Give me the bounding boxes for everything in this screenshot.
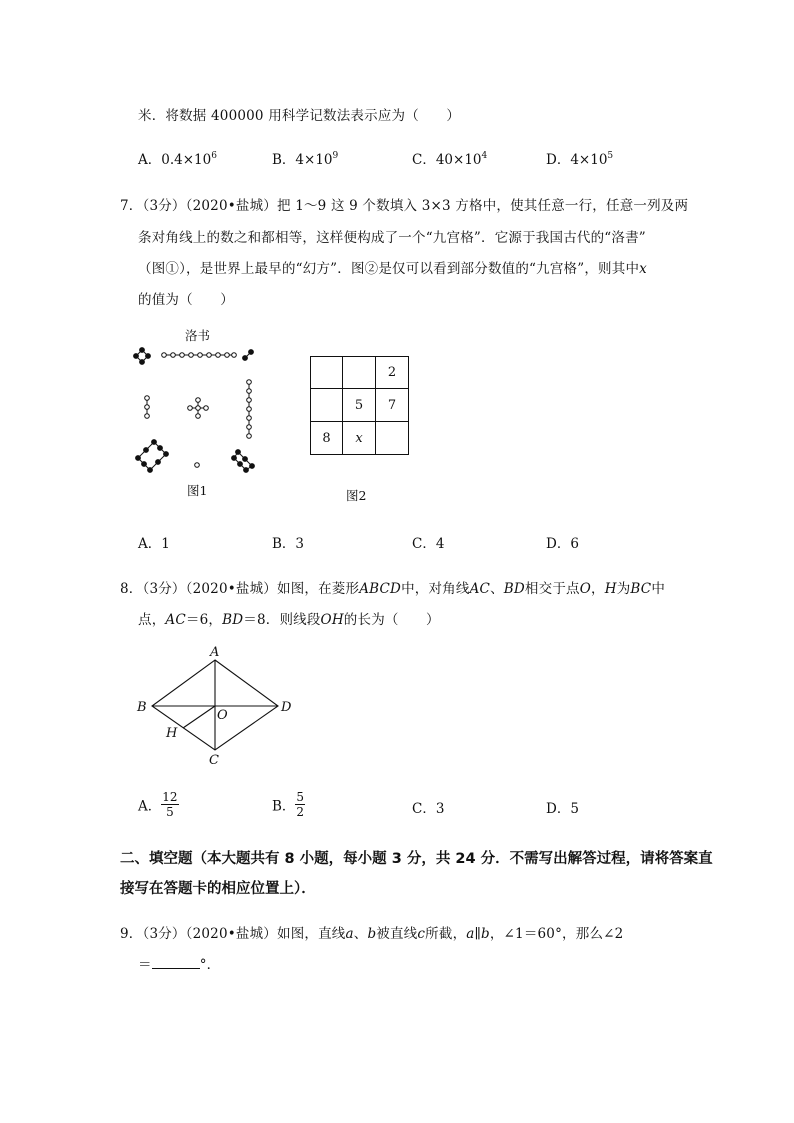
q7-line-1: 7．（3分）（2020•盐城）把 1～9 这 9 个数填入 3×3 方格中，使其任意一行，任意一列及两 <box>120 198 689 214</box>
fig2-caption: 图2 <box>346 488 367 503</box>
q6-option-b: B．$4\times 10^9$ <box>272 151 339 168</box>
answer-blank[interactable] <box>152 956 200 969</box>
grid-cell: 8 <box>310 422 343 455</box>
q8-line-2: 点，AC＝6，BD＝8．则线段OH的长为（ ） <box>138 612 440 628</box>
q7-option-c: C．4 <box>412 536 445 552</box>
grid-cell <box>376 422 409 455</box>
q7-line-4: 的值为（ ） <box>138 292 234 308</box>
luoshu-title: 洛书 <box>185 328 211 343</box>
q8-line-1: 8．（3分）（2020•盐城）如图，在菱形ABCD中，对角线AC、BD相交于点O，H为BC中 <box>120 581 666 597</box>
q8-option-a: A． $\frac{12}{5}$ <box>138 790 178 819</box>
magic-square-grid <box>310 356 409 455</box>
label-a: A <box>210 645 220 660</box>
grid-cell <box>310 356 343 389</box>
luoshu-bottom-center <box>195 463 200 468</box>
grid-cell: 7 <box>376 389 409 422</box>
grid-cell: 5 <box>343 389 376 422</box>
grid-cell: 2 <box>376 356 409 389</box>
q6-option-d: D．$4\times 10^5$ <box>546 151 614 168</box>
luoshu-top-right <box>243 350 254 361</box>
fig1-caption: 图1 <box>187 483 208 498</box>
q9-line-2: ＝ °． <box>138 957 221 973</box>
segment-oh <box>183 706 215 728</box>
q6-option-c: C．$40\times 10^4$ <box>412 151 488 168</box>
q6-stem: 米．将数据 400000 用科学记数法表示应为（ ） <box>138 108 461 124</box>
luoshu-top-nine <box>162 353 237 358</box>
label-c: C <box>209 753 219 768</box>
label-h: H <box>166 726 178 741</box>
luoshu-mid-left <box>145 396 150 419</box>
luoshu-center <box>188 398 209 419</box>
luoshu-bottom-left <box>136 440 169 473</box>
q7-line-2: 条对角线上的数之和都相等，这样便构成了一个“九宫格”．它源于我国古代的“洛書” <box>138 230 646 246</box>
q7-option-b: B．3 <box>272 536 305 552</box>
q6-option-a: A．$0.4\times 10^6$ <box>138 151 217 168</box>
luoshu-bottom-right <box>232 450 255 473</box>
luoshu-top-left <box>134 348 151 365</box>
section-2-heading-line-2: 接写在答题卡的相应位置上）． <box>120 881 316 897</box>
section-2-heading-line-1: 二、填空题（本大题共有 8 小题，每小题 3 分，共 24 分．不需写出解答过程，请将答案直 <box>120 851 713 867</box>
q7-option-d: D．6 <box>546 536 579 552</box>
q9-line-1: 9．（3分）（2020•盐城）如图，直线a、b被直线c所截，a∥b，∠1＝60°，那么∠2 <box>120 926 624 942</box>
q8-option-d: D．5 <box>546 801 579 817</box>
luoshu-mid-right <box>247 380 252 439</box>
label-b: B <box>137 700 147 715</box>
grid-cell <box>343 356 376 389</box>
grid-cell <box>310 389 343 422</box>
rhombus-figure <box>130 640 310 770</box>
q8-option-b: B． $\frac{5}{2}$ <box>272 790 305 819</box>
q7-option-a: A．1 <box>138 536 170 552</box>
q7-line-3: （图①），是世界上最早的“幻方”．图②是仅可以看到部分数值的“九宫格”，则其中x <box>138 261 647 277</box>
grid-cell: x <box>343 422 376 455</box>
q8-option-c: C．3 <box>412 801 445 817</box>
luoshu-figure <box>130 338 270 478</box>
label-o: O <box>217 708 228 723</box>
label-d: D <box>281 700 292 715</box>
